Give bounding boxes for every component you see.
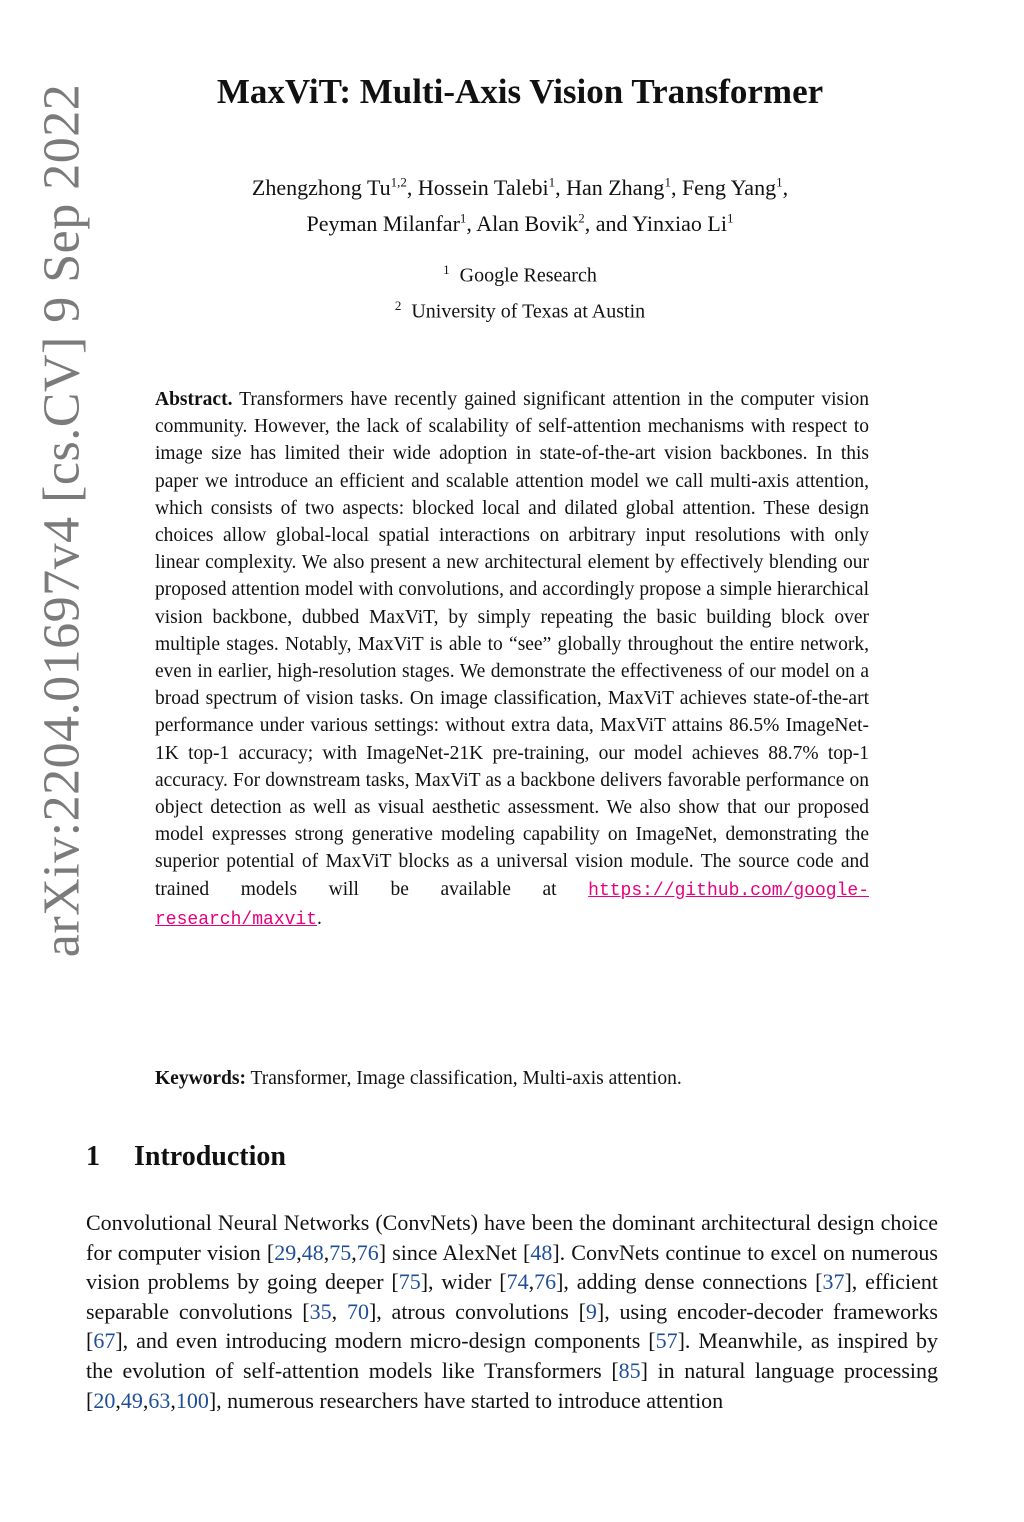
- author: Alan Bovik$^2$, and: [476, 210, 633, 236]
- author: Peyman Milanfar$^1$,: [306, 210, 477, 236]
- intro-text: ], atrous convolutions [: [368, 1298, 586, 1324]
- intro-text: ,: [528, 1269, 535, 1295]
- citation-link[interactable]: 75: [398, 1269, 421, 1295]
- citation-link[interactable]: 20: [93, 1387, 116, 1413]
- citation-link[interactable]: 67: [93, 1328, 116, 1354]
- citation-link[interactable]: 9: [585, 1298, 597, 1324]
- intro-text: ,: [331, 1298, 347, 1324]
- keywords-label: Keywords:: [155, 1068, 246, 1089]
- citation-link[interactable]: 63: [148, 1387, 171, 1413]
- author: Yinxiao Li$^1$: [632, 210, 734, 236]
- citation-link[interactable]: 35: [309, 1298, 332, 1324]
- intro-text: ], and even introducing modern micro-design components [: [115, 1328, 656, 1354]
- intro-text: Convolutional Neural Networks (ConvNets) have been the dominant architectural design choice for computer vision [: [86, 1210, 938, 1265]
- abstract: Abstract. Transformers have recently gained significant attention in the computer vision community. However, the lack of scalability of self-attention mechanisms with respect to image size has limited their wide adoption in state-of-the-art vision backbones. In this paper we introduce an efficient and scalable attention model we call multi-axis attention, which consists of two aspects: blocked local and dilated global attention. These design choices allow global-local spatial interactions on arbitrary input resolutions with only linear complexity. We also present a new architectural element by effectively blending our proposed attention model with convolutions, and accordingly propose a simple hierarchical vision backbone, dubbed MaxViT, by simply repeating the basic building block over multiple stages. Notably, MaxViT is able to “see” globally throughout the entire network, even in earlier, high-resolution stages. We demonstrate the effectiveness of our model on a broad spectrum of vision tasks. On image classification, MaxViT achieves state-of-the-art performance under various settings: without extra data, MaxViT attains 86.5% ImageNet-1K top-1 accuracy; with ImageNet-21K pre-training, our model achieves 88.7% top-1 accuracy. For downstream tasks, MaxViT as a backbone delivers favorable performance on object detection as well as visual aesthetic assessment. We also show that our proposed model expresses strong generative modeling capability on ImageNet, demonstrating the superior potential of MaxViT blocks as a universal vision module. The source code and trained models will be available at https://github.com/google-research/maxvit.: [155, 389, 870, 930]
- keywords-text: Transformer, Image classification, Multi-axis attention.: [250, 1068, 682, 1089]
- intro-text: ] since AlexNet [: [378, 1239, 531, 1265]
- section-title: Introduction: [134, 1141, 286, 1172]
- citation-link[interactable]: 37: [822, 1269, 845, 1295]
- intro-text: ,: [115, 1387, 121, 1413]
- intro-text: ], adding dense connections [: [556, 1269, 823, 1295]
- intro-text: ], using encoder-decoder frameworks [: [86, 1298, 938, 1354]
- citation-link[interactable]: 75: [329, 1239, 352, 1265]
- citation-link[interactable]: 48: [301, 1239, 324, 1265]
- intro-text: ], wider [: [420, 1269, 507, 1295]
- affiliation: $^1$ Google Research: [443, 262, 597, 287]
- paper-title: MaxViT: Multi-Axis Vision Transformer: [216, 72, 824, 111]
- author: Feng Yang$^1$,: [681, 175, 789, 201]
- citation-link[interactable]: 85: [618, 1357, 641, 1383]
- introduction-body: [86, 1208, 938, 1415]
- intro-text: ,: [142, 1387, 149, 1413]
- intro-text: ]. ConvNets continue to excel on numerous vision problems by going deeper [: [86, 1239, 938, 1295]
- keywords: [155, 1065, 869, 1092]
- intro-text: ]. Meanwhile, as inspired by the evolution of self-attention models like Transformers [: [86, 1328, 938, 1383]
- citation-link[interactable]: 76: [356, 1239, 379, 1265]
- affiliation-list: [120, 255, 920, 326]
- arxiv-identifier: [22, 83, 102, 957]
- intro-text: ,: [351, 1239, 357, 1265]
- author: Zhengzhong Tu$^{1,2}$,: [251, 175, 418, 201]
- author: Hossein Talebi$^1$,: [417, 175, 567, 201]
- intro-text: ,: [323, 1239, 330, 1265]
- intro-text: ], numerous researchers have started to introduce attention: [208, 1387, 724, 1413]
- citation-link[interactable]: 49: [120, 1387, 143, 1413]
- author: Han Zhang$^1$,: [566, 175, 682, 201]
- citation-link[interactable]: 74: [506, 1269, 529, 1295]
- citation-link[interactable]: 70: [346, 1298, 369, 1324]
- affiliation: $^2$ University of Texas at Austin: [394, 297, 646, 323]
- citation-link[interactable]: 76: [534, 1269, 557, 1295]
- intro-text: ,: [296, 1239, 302, 1265]
- intro-text: ,: [170, 1387, 176, 1413]
- citation-link[interactable]: 29: [274, 1239, 297, 1265]
- abstract-label: Abstract.: [155, 389, 233, 410]
- section-number: 1: [86, 1141, 100, 1172]
- citation-link[interactable]: 57: [655, 1328, 678, 1354]
- abstract-text: Transformers have recently gained significant attention in the computer vision community. However, the lack of scalability of self-attention mechanisms with respect to image size has limited their wide adoption in state-of-the-art vision backbones. In this paper we introduce an efficient and scalable attention model we call multi-axis attention, which consists of two aspects: blocked local and dilated global attention. These design choices allow global-local spatial interactions on arbitrary input resolutions with only linear complexity. We also present a new architectural element by effectively blending our proposed attention model with convolutions, and accordingly propose a simple hierarchical vision backbone, dubbed MaxViT, by simply repeating the basic building block over multiple stages. Notably, MaxViT is able to “see” globally throughout the entire network, even in earlier, high-resolution stages. We demonstrate the effectiveness of our model on a broad spectrum of vision tasks. On image classification, MaxViT achieves state-of-the-art performance under various settings: without extra data, MaxViT attains 86.5% ImageNet-1K top-1 accuracy; with ImageNet-21K pre-training, our model achieves 88.7% top-1 accuracy. For downstream tasks, MaxViT as a backbone delivers favorable performance on object detection as well as visual aesthetic assessment. We also show that our proposed model expresses strong generative modeling capability on ImageNet, demonstrating the superior potential of MaxViT blocks as a universal vision module. The source code and trained models will be available at: [155, 389, 869, 900]
- intro-text: ], efficient separable convolutions [: [86, 1269, 938, 1324]
- code-url-link[interactable]: https://github.com/google-research/maxvit: [155, 880, 870, 930]
- author-list: [120, 168, 920, 239]
- intro-text: ] in natural language processing [: [86, 1357, 939, 1413]
- citation-link[interactable]: 100: [175, 1387, 209, 1413]
- introduction-paragraph: [86, 1208, 938, 1415]
- arxiv-identifier-text: arXiv:2204.01697v4 [cs.CV] 9 Sep 2022: [33, 83, 91, 957]
- citation-link[interactable]: 48: [530, 1239, 553, 1265]
- section-heading: [86, 1141, 286, 1173]
